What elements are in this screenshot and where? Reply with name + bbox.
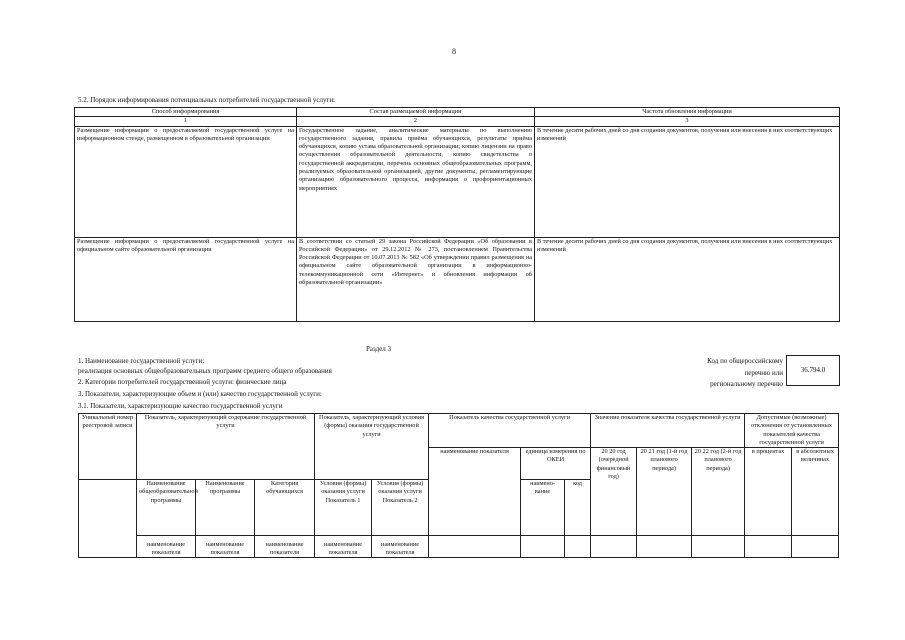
header-unit-code: код [565, 480, 591, 536]
row-content: В соответствии со статьей 29 закона Российской Федерации «Об образовании в Российской Федерации» от 29.12.2012 № 273, постановлением Правительства Российской Федерации от 10.07.2013 № 582 «Об утверждении правил размещения на официальном сайте образовательной организации в информационно-телекоммуникационной сети «Интернет» и обновления информации об образовательной организации» [297, 237, 535, 321]
header-conditions-indicator: Показатель, характеризующий условия (формы) оказания государственной услуги [315, 414, 429, 480]
row-method: Размещение информации о предоставляемой государственной услуге на информационном стенде, размещенном в образовательной организации [75, 126, 297, 237]
col-number: 1 [75, 117, 297, 126]
code-label-3: региональному перечню [710, 380, 783, 388]
code-value-box: 36.794.0 [786, 355, 840, 386]
sub-header-condition-2: Условия (формы) оказания услуги Показатель 2 [372, 480, 429, 536]
indicators-heading: 3. Показатели, характеризующие объем и (или) качество государственной услуги: [78, 390, 322, 398]
page-number: 8 [452, 47, 456, 56]
header-deviation: Допустимые (возможные) отклонения от установленных показателей качества государственной услуги [745, 414, 839, 448]
quality-indicators-heading: 3.1. Показатели, характеризующие качество государственной услуги [78, 402, 283, 410]
sub-footer-label: наименование показателя [196, 536, 255, 558]
sub-footer-label: наименование показателя [372, 536, 429, 558]
sub-footer-label: наименование показателя [315, 536, 372, 558]
col-number: 2 [297, 117, 535, 126]
col-header-method: Способ информирования [75, 108, 297, 117]
header-quality-values: Значение показателя качества государственной услуги [591, 414, 745, 448]
header-unique-number: Уникальный номер реестровой записи [79, 414, 137, 480]
sub-footer-label: наименование показателя [137, 536, 196, 558]
header-unit-name: наимено-вание [521, 480, 565, 536]
informing-table [74, 107, 840, 322]
section-5-2-heading: 5.2. Порядок информирования потенциальных потребителей государственной услуги: [78, 96, 336, 104]
row-frequency: В течение десяти рабочих дней со дня создания документов, получения или внесения в них соответствующих изменений [535, 237, 840, 321]
header-indicator-name: наименование показателя [429, 448, 521, 536]
sub-header-program: Наименование программы [196, 480, 255, 536]
row-frequency: В течение десяти рабочих дней со дня создания документов, получения или внесения в них соответствующих изменений [535, 126, 840, 237]
header-year-3: 20 22 год (2-й год планового периода) [692, 448, 745, 536]
consumer-category: 2. Категории потребителей государственной услуги: физические лица [78, 378, 287, 386]
header-percent: в процентах [745, 448, 792, 536]
section-title: Раздел 3 [366, 345, 392, 353]
row-content: Государственное задание, аналитические материалы по выполнению государственного задания, правила приёма обучающихся, результаты приёма обучающихся, копию устава образовательной организации; копию лицензии на право осуществления образовательной деятельности, копию свидетельства о государственной аккредитации, перечень основных общеобразовательных программ, реализуемых образовательной организацией, другие документы, регламентирующие организацию образовательного процесса, информация о профориентационных мероприятиях [297, 126, 535, 237]
row-method: Размещение информации о предоставляемой государственной услуге на официальном сайте образовательной организации [75, 237, 297, 321]
table-row [75, 126, 840, 237]
service-name-value: реализация основных общеобразовательных программ среднего общего образования [78, 367, 332, 375]
code-label-2: перечню или [744, 369, 783, 377]
header-content-indicator: Показатель, характеризующий содержание государственной услуги [137, 414, 315, 480]
col-header-frequency: Частота обновления информации [535, 108, 840, 117]
header-year-2: 20 21 год (1-й год планового периода) [637, 448, 692, 536]
sub-footer-label: наименование показателя [255, 536, 315, 558]
sub-header-program-name: Наименование общеобразовательной программы [137, 480, 196, 536]
sub-header-condition-1: Условия (формы) оказания услуги Показатель 1 [315, 480, 372, 536]
col-number: 3 [535, 117, 840, 126]
quality-table [78, 413, 839, 558]
header-absolute: в абсолютных величинах [792, 448, 839, 536]
header-unit: единица измерения по ОКЕИ [521, 448, 591, 480]
table-row [75, 237, 840, 321]
col-header-content: Состав размещаемой информации [297, 108, 535, 117]
code-label-1: Код по общероссийскому [707, 357, 783, 365]
service-name-label: 1. Наименование государственной услуги: [78, 357, 205, 365]
sub-header-category: Категория обучающихся [255, 480, 315, 536]
header-quality-indicator: Показатель качества государственной услуги [429, 414, 591, 448]
header-year-1: 20 20 год (очередной финансовый год) [591, 448, 637, 536]
